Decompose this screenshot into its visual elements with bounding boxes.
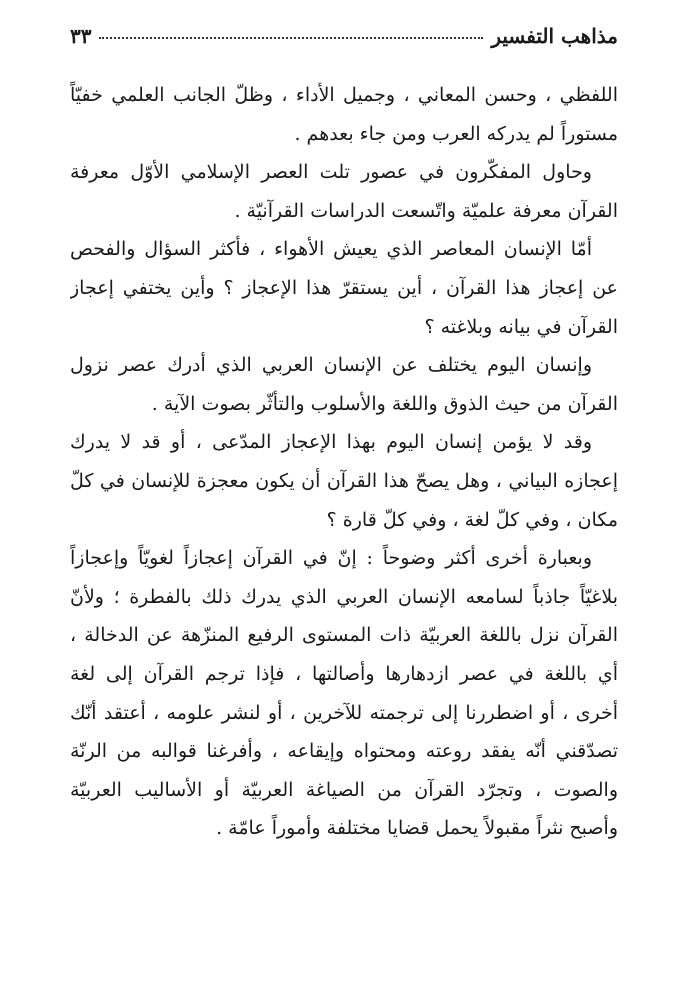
text-line: اللفظي ، وحسن المعاني ، وجميل الأداء ، وظلّ الجانب العلمي خفيّاً — [70, 84, 618, 106]
page — [70, 24, 618, 944]
text-line: مستوراً لم يدركه العرب ومن جاء بعدهم . — [294, 122, 618, 145]
text-line: بلاغيّاً جاذباً لسامعه الإنسان العربي الذي يدرك ذلك بالفطرة ؛ ولأنّ — [70, 585, 618, 608]
text-line: إعجازه البياني ، وهل يصحّ هذا القرآن أن يكون معجزة للإنسان في كلّ — [70, 469, 618, 492]
running-header — [70, 24, 618, 58]
text-line: والصوت ، وتجرّد القرآن من الصياغة العربيّة أو الأساليب العربيّة — [70, 778, 618, 801]
text-line: أي باللغة في عصر ازدهارها وأصالتها ، فإذا ترجم القرآن إلى لغة — [70, 662, 618, 685]
text-line: تصدّقني أنّه يفقد روعته ومحتواه وإيقاعه ، وأفرغنا قوالبه من الرنّة — [70, 740, 618, 763]
text-line: أمّا الإنسان المعاصر الذي يعيش الأهواء ، فأكثر السؤال والفحص — [70, 238, 592, 261]
page-number: ٣٣ — [70, 24, 92, 48]
book-title: مذاهب التفسير — [491, 24, 618, 48]
text-line: القرآن في بيانه وبلاغته ؟ — [424, 315, 618, 338]
text-line: أخرى ، أو اضطررنا إلى ترجمته للآخرين ، أو لنشر علومه ، أعتقد أنّك — [70, 701, 618, 724]
dot-leader — [99, 37, 483, 39]
text-line: وبعبارة أخرى أكثر وضوحاً : إنّ في القرآن إعجازاً لغويّاً وإعجازاً — [70, 547, 592, 570]
text-line: وحاول المفكّرون في عصور تلت العصر الإسلامي الأوّل معرفة — [70, 161, 592, 184]
text-line: مكان ، وفي كلّ لغة ، وفي كلّ قارة ؟ — [326, 508, 618, 531]
text-line: وقد لا يؤمن إنسان اليوم بهذا الإعجاز المدّعى ، أو قد لا يدرك — [70, 431, 592, 454]
text-line: عن إعجاز هذا القرآن ، أين يستقرّ هذا الإعجاز ؟ وأين يختفي إعجاز — [70, 276, 618, 299]
text-line: القرآن من حيث الذوق واللغة والأسلوب والتأثّر بصوت الآية . — [151, 392, 618, 415]
text-line: القرآن نزل باللغة العربيّة ذات المستوى الرفيع المنزّهة عن الدخالة ، — [70, 624, 618, 647]
text-line: القرآن معرفة علميّة واتّسعت الدراسات القرآنيّة . — [234, 199, 618, 222]
text-line: وإنسان اليوم يختلف عن الإنسان العربي الذي أدرك عصر نزول — [70, 354, 593, 377]
body-text — [70, 76, 618, 848]
text-line: وأصبح نثراً مقبولاً يحمل قضايا مختلفة وأموراً عامّة . — [216, 817, 618, 840]
